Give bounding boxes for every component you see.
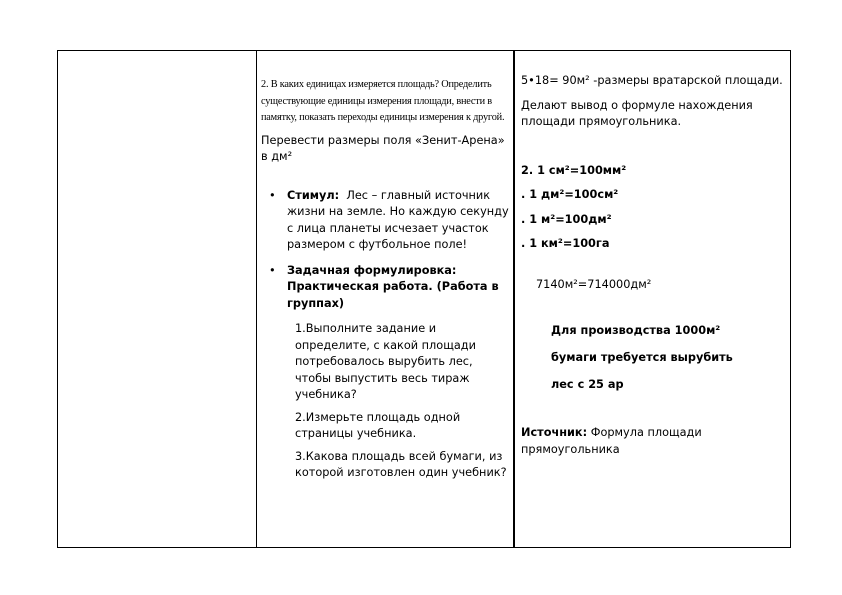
lesson-table: [57, 50, 791, 548]
stimulus-label: Стимул:: [287, 188, 340, 202]
unit-row: . 1 дм²=100см²: [521, 188, 619, 201]
paper-fact-line: Для производства 1000м²: [551, 324, 721, 337]
goal-area-calc: 5•18= 90м² -размеры вратарской площади.: [521, 74, 783, 87]
task-2: 2.Измерьте площадь одной страницы учебника.: [295, 410, 461, 440]
source-label: Источник:: [521, 426, 588, 439]
source-value: Формула площади прямоугольника: [521, 426, 702, 456]
unit-row: . 1 км²=100га: [521, 237, 610, 250]
unit-row: 2. 1 см²=100мм²: [521, 163, 627, 177]
bullet-icon: •: [269, 188, 276, 202]
area-units-question: 2. В каких единицах измеряется площадь? Определить существующие единицы измерения площади, внести в памятку, показать переходы единицы измерения к другой.: [261, 79, 505, 123]
bullet-icon: •: [269, 263, 276, 277]
activity-list: [261, 188, 511, 313]
stimulus-item: [261, 188, 511, 254]
column-divider-2: [513, 51, 515, 547]
paper-fact-line: лес с 25 ар: [551, 378, 624, 391]
stimulus-text: Лес – главный источник жизни на земле. Но каждую секунду с лица планеты исчезает участок размером с футбольное поле!: [287, 188, 509, 251]
student-activity-column: [521, 51, 787, 458]
paper-fact: [521, 317, 787, 398]
task-1: 1.Выполните задание и определите, с какой площади потребовалось вырубить лес, чтобы выпустить весь тираж учебника?: [295, 322, 476, 401]
paper-fact-line: бумаги требуется вырубить: [551, 351, 733, 364]
field-conversion: 7140м²=714000дм²: [536, 277, 652, 291]
unit-row: . 1 м²=100дм²: [521, 212, 612, 226]
column-divider-1: [256, 51, 257, 547]
task-3: 3.Какова площадь всей бумаги, из которой изготовлен один учебник?: [295, 449, 507, 479]
convert-field-task: Перевести размеры поля «Зенит-Арена» в дм²: [261, 133, 505, 163]
task-heading: Задачная формулировка: Практическая работа. (Работа в группах): [287, 263, 499, 310]
task-heading-item: [261, 263, 511, 313]
conclusion-text: Делают вывод о формуле нахождения площади прямоугольника.: [521, 98, 753, 128]
source-text: [521, 425, 787, 458]
teacher-activity-column: [261, 51, 511, 488]
